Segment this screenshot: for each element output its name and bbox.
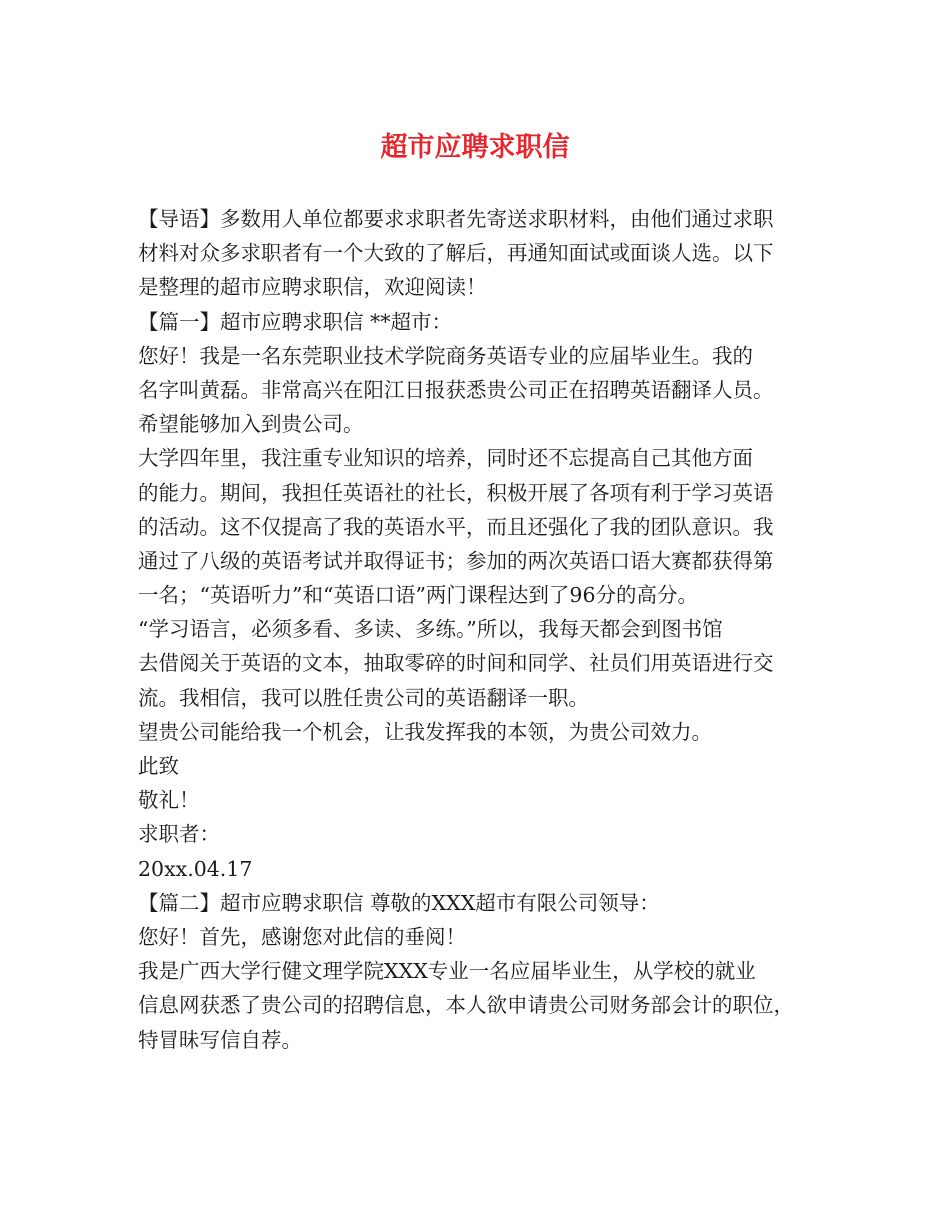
- document-title: 超市应聘求职信: [380, 132, 570, 163]
- text-line: 的活动。这不仅提高了我的英语水平，而且还强化了我的团队意识。我: [138, 514, 774, 539]
- text-line: 此致: [138, 754, 179, 778]
- text-line: 希望能够加入到贵公司。: [138, 412, 364, 437]
- text-line: 名字叫黄磊。非常高兴在阳江日报获悉贵公司正在招聘英语翻译人员。: [138, 377, 774, 402]
- text-line: 是整理的超市应聘求职信，欢迎阅读！: [138, 275, 487, 300]
- text-line: 【篇二】超市应聘求职信 尊敬的XXX超市有限公司领导：: [138, 890, 660, 915]
- text-line: 的能力。期间，我担任英语社的社长，积极开展了各项有利于学习英语: [138, 480, 774, 505]
- text-line: 去借阅关于英语的文本，抽取零碎的时间和同学、社员们用英语进行交: [138, 651, 774, 676]
- text-line: 20xx.04.17: [138, 856, 253, 881]
- text-line: 特冒昧写信自荐。: [138, 1027, 302, 1052]
- text-line: 大学四年里，我注重专业知识的培养，同时还不忘提高自己其他方面: [138, 446, 753, 471]
- text-line: 流。我相信，我可以胜任贵公司的英语翻译一职。: [138, 685, 589, 710]
- text-line: 我是广西大学行健文理学院XXX专业一名应届毕业生，从学校的就业: [138, 959, 756, 984]
- text-line: 您好！我是一名东莞职业技术学院商务英语专业的应届毕业生。我的: [138, 343, 753, 368]
- text-line: “学习语言，必须多看、多读、多练。”所以，我每天都会到图书馆: [138, 617, 723, 642]
- text-line: 您好！首先，感谢您对此信的垂阅！: [138, 924, 466, 949]
- text-line: 敬礼！: [138, 788, 200, 813]
- text-line: 【篇一】超市应聘求职信 **超市：: [138, 309, 453, 334]
- text-line: 材料对众多求职者有一个大致的了解后，再通知面试或面谈人选。以下: [138, 241, 774, 266]
- text-line: 【导语】多数用人单位都要求求职者先寄送求职材料，由他们通过求职: [138, 207, 774, 231]
- document-body: [138, 202, 828, 1057]
- text-line: 信息网获悉了贵公司的招聘信息，本人欲申请贵公司财务部会计的职位，: [138, 993, 794, 1018]
- text-line: 望贵公司能给我一个机会，让我发挥我的本领，为贵公司效力。: [138, 719, 712, 744]
- text-line: 通过了八级的英语考试并取得证书；参加的两次英语口语大赛都获得第: [138, 548, 774, 573]
- text-line: 求职者：: [138, 822, 220, 847]
- text-line: 一名；“英语听力”和“英语口语”两门课程达到了96分的高分。: [138, 583, 699, 608]
